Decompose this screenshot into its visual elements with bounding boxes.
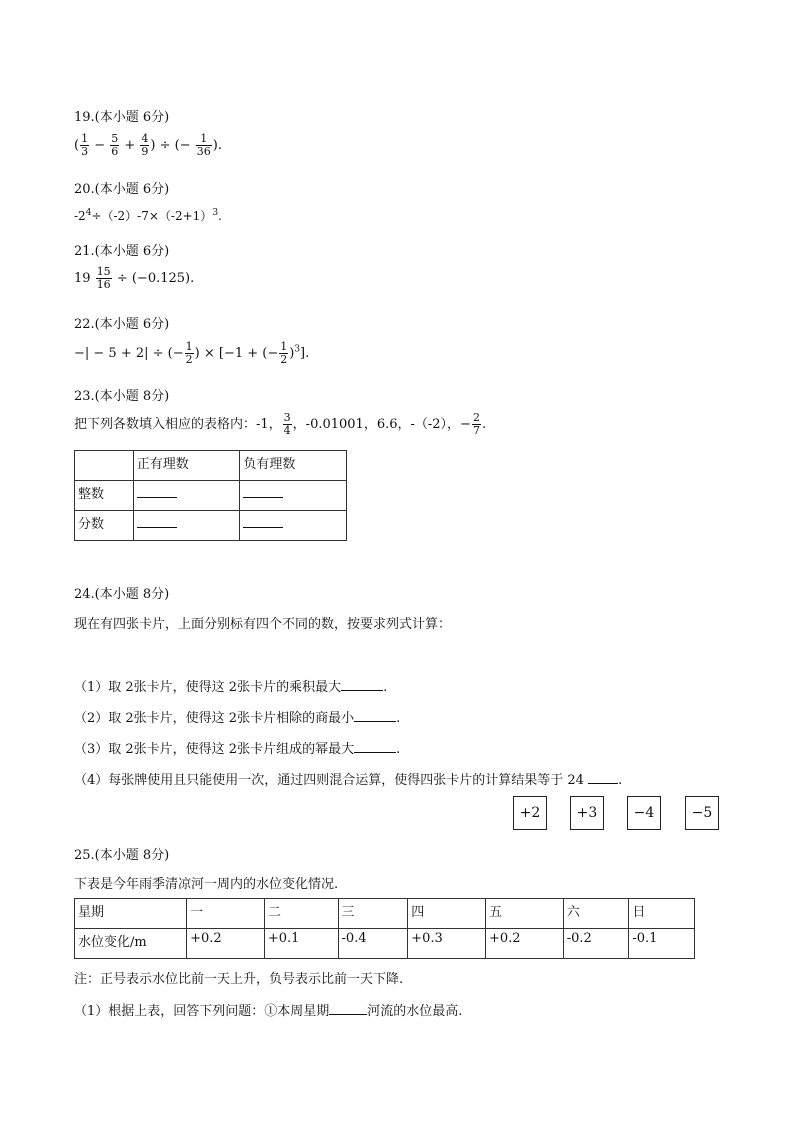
q25-note: 注：正号表示水位比前一天上升，负号表示比前一天下降. <box>74 972 404 987</box>
answer-blank[interactable] <box>329 1002 367 1015</box>
answer-blank[interactable] <box>354 740 396 753</box>
card-plus-3: +3 <box>570 796 604 830</box>
value-cell: +0.2 <box>485 929 563 959</box>
q22-expression: −| − 5 + 2| ÷ (− $\frac{1}{2}$ ) × [−1 + (− $\frac{1}{2}$ )$^3$]. <box>74 340 310 366</box>
q25-intro: 下表是今年雨季清凉河一周内的水位变化情况. <box>74 877 339 892</box>
q20-expression: $-2^4\div(-2)-7\times(-2+1)^3$. <box>74 208 222 223</box>
q21-heading: 21.(本小题 6分) <box>74 244 170 259</box>
q23-blank-cell[interactable] <box>133 511 240 541</box>
q24-intro: 现在有四张卡片，上面分别标有四个不同的数，按要求列式计算： <box>74 617 452 632</box>
q23-blank-cell[interactable] <box>240 511 347 541</box>
answer-blank[interactable] <box>341 678 383 691</box>
card-plus-2: +2 <box>513 796 547 830</box>
q23-corner-cell <box>75 451 134 481</box>
q23-blank-cell[interactable] <box>240 481 347 511</box>
q23-row-integer: 整数 <box>75 481 134 511</box>
value-cell: +0.2 <box>187 929 265 959</box>
row-label: 水位变化/m <box>75 929 187 959</box>
q24-item-4: （4）每张牌使用且只能使用一次，通过四则混合运算，使得四张卡片的计算结果等于 24 . <box>74 773 623 788</box>
day-cell: 一 <box>187 899 265 929</box>
q25-question-1: （1）根据上表，回答下列问题：①本周星期 河流的水位最高. <box>74 1004 463 1019</box>
q23-col-positive: 正有理数 <box>133 451 240 481</box>
q25-heading: 25.(本小题 8分) <box>74 848 170 863</box>
header-label: 星期 <box>75 899 187 929</box>
day-cell: 二 <box>264 899 338 929</box>
q23-col-negative: 负有理数 <box>240 451 347 481</box>
card-minus-5: −5 <box>685 796 719 830</box>
q24-item-1: （1）取 2张卡片，使得这 2张卡片的乘积最大 . <box>74 680 388 695</box>
q24-heading: 24.(本小题 8分) <box>74 587 170 602</box>
value-cell: -0.2 <box>563 929 629 959</box>
q23-row-fraction: 分数 <box>75 511 134 541</box>
q23-table <box>74 450 347 541</box>
day-cell: 四 <box>408 899 486 929</box>
q19-expression: ( $\frac{1}{3}$ − $\frac{5}{6}$ + $\frac{4}{9}$ ) ÷ (− $\frac{1}{36}$ ). <box>74 132 222 158</box>
q24-item-3: （3）取 2张卡片，使得这 2张卡片组成的幂最大 . <box>74 742 401 757</box>
q19-heading: 19.(本小题 6分) <box>74 110 170 125</box>
answer-blank[interactable] <box>354 709 396 722</box>
q20-heading: 20.(本小题 6分) <box>74 182 170 197</box>
day-cell: 日 <box>629 899 695 929</box>
answer-blank[interactable] <box>588 771 618 784</box>
q22-heading: 22.(本小题 6分) <box>74 317 170 332</box>
q23-blank-cell[interactable] <box>133 481 240 511</box>
q24-item-2: （2）取 2张卡片，使得这 2张卡片相除的商最小 . <box>74 711 401 726</box>
value-cell: +0.1 <box>264 929 338 959</box>
day-cell: 五 <box>485 899 563 929</box>
value-cell: +0.3 <box>408 929 486 959</box>
value-cell: -0.1 <box>629 929 695 959</box>
card-minus-4: −4 <box>627 796 661 830</box>
water-level-table <box>74 898 695 959</box>
q23-heading: 23.(本小题 8分) <box>74 389 170 404</box>
day-cell: 六 <box>563 899 629 929</box>
value-cell: -0.4 <box>338 929 408 959</box>
day-cell: 三 <box>338 899 408 929</box>
q23-intro: 把下列各数填入相应的表格内：-1， $\frac{3}{4}$ ，-0.01001，6.6，-（-2），− $\frac{2}{7}$ . <box>74 411 487 437</box>
q21-expression: 19 $\frac{15}{16}$ ÷ (−0.125). <box>74 265 195 291</box>
